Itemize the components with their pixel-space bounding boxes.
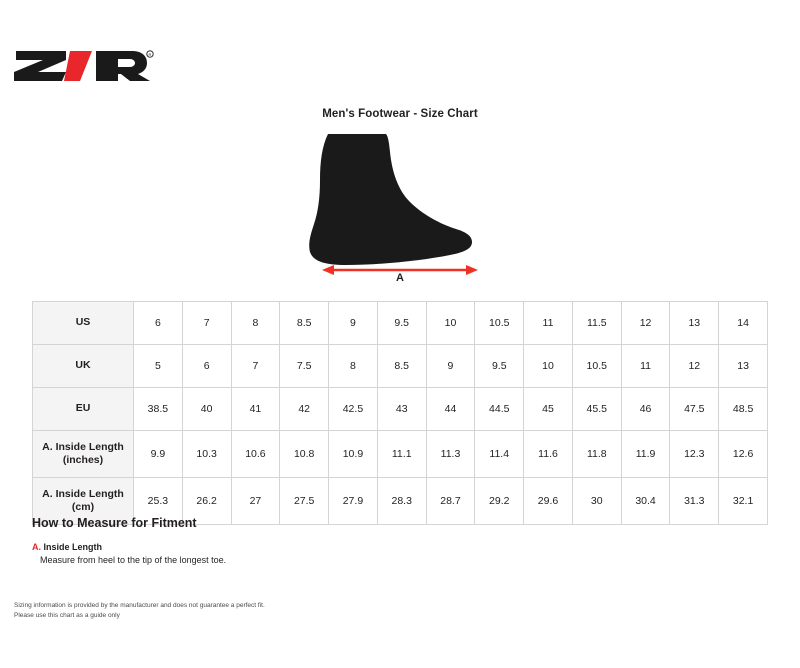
cell: 8 [231,302,280,345]
cell: 11.6 [524,431,573,478]
row-label: A. Inside Length (cm) [33,478,134,525]
brand-logo [14,45,154,85]
foot-diagram [300,128,500,288]
cell: 42 [280,388,329,431]
cell: 27.5 [280,478,329,525]
cell: 10.9 [329,431,378,478]
cell: 8.5 [280,302,329,345]
cell: 9.5 [475,345,524,388]
cell: 11.8 [572,431,621,478]
cell: 5 [134,345,183,388]
cell: 44.5 [475,388,524,431]
cell: 9.5 [377,302,426,345]
footnote-line-2: Please use this chart as a guide only [14,612,120,620]
z1r-logo-icon [14,45,154,85]
cell: 41 [231,388,280,431]
measure-label-a: A [396,272,404,284]
cell: 13 [719,345,768,388]
cell: 28.7 [426,478,475,525]
cell: 6 [134,302,183,345]
page-title: Men's Footwear - Size Chart [322,108,478,120]
table-row [33,345,768,388]
howto-item-letter: A. [32,542,41,552]
cell: 11 [524,302,573,345]
cell: 27.9 [329,478,378,525]
row-label: US [33,302,134,345]
cell: 11.1 [377,431,426,478]
cell: 12.6 [719,431,768,478]
cell: 29.2 [475,478,524,525]
cell: 7 [182,302,231,345]
row-label: EU [33,388,134,431]
cell: 32.1 [719,478,768,525]
table-row [33,431,768,478]
cell: 46 [621,388,670,431]
cell: 31.3 [670,478,719,525]
cell: 7.5 [280,345,329,388]
svg-text:R: R [148,52,152,57]
cell: 11.9 [621,431,670,478]
footnote [14,601,434,621]
cell: 30.4 [621,478,670,525]
cell: 10.3 [182,431,231,478]
cell: 7 [231,345,280,388]
cell: 29.6 [524,478,573,525]
cell: 12.3 [670,431,719,478]
table-row [33,388,768,431]
cell: 9 [426,345,475,388]
cell: 47.5 [670,388,719,431]
howto-item-title: Inside Length [43,542,103,552]
cell: 40 [182,388,231,431]
row-label: UK [33,345,134,388]
howto-item-title-row [32,542,102,552]
cell: 26.2 [182,478,231,525]
howto-heading: How to Measure for Fitment [32,516,197,530]
cell: 8.5 [377,345,426,388]
cell: 45 [524,388,573,431]
cell: 9.9 [134,431,183,478]
table-row [33,302,768,345]
cell: 44 [426,388,475,431]
cell: 10.6 [231,431,280,478]
cell: 28.3 [377,478,426,525]
cell: 48.5 [719,388,768,431]
cell: 13 [670,302,719,345]
cell: 11.3 [426,431,475,478]
cell: 11.5 [572,302,621,345]
cell: 10 [524,345,573,388]
footnote-line-1: Sizing information is provided by the manufacturer and does not guarantee a perfect fit. [14,602,265,609]
cell: 42.5 [329,388,378,431]
cell: 14 [719,302,768,345]
cell: 10.5 [572,345,621,388]
cell: 9 [329,302,378,345]
row-label: A. Inside Length (inches) [33,431,134,478]
size-chart-table [32,301,768,525]
cell: 45.5 [572,388,621,431]
cell: 8 [329,345,378,388]
howto-item-description: Measure from heel to the tip of the longest toe. [40,555,227,565]
cell: 12 [670,345,719,388]
cell: 43 [377,388,426,431]
cell: 25.3 [134,478,183,525]
cell: 6 [182,345,231,388]
cell: 11 [621,345,670,388]
cell: 38.5 [134,388,183,431]
cell: 10 [426,302,475,345]
cell: 27 [231,478,280,525]
cell: 12 [621,302,670,345]
cell: 11.4 [475,431,524,478]
cell: 10.8 [280,431,329,478]
cell: 30 [572,478,621,525]
cell: 10.5 [475,302,524,345]
